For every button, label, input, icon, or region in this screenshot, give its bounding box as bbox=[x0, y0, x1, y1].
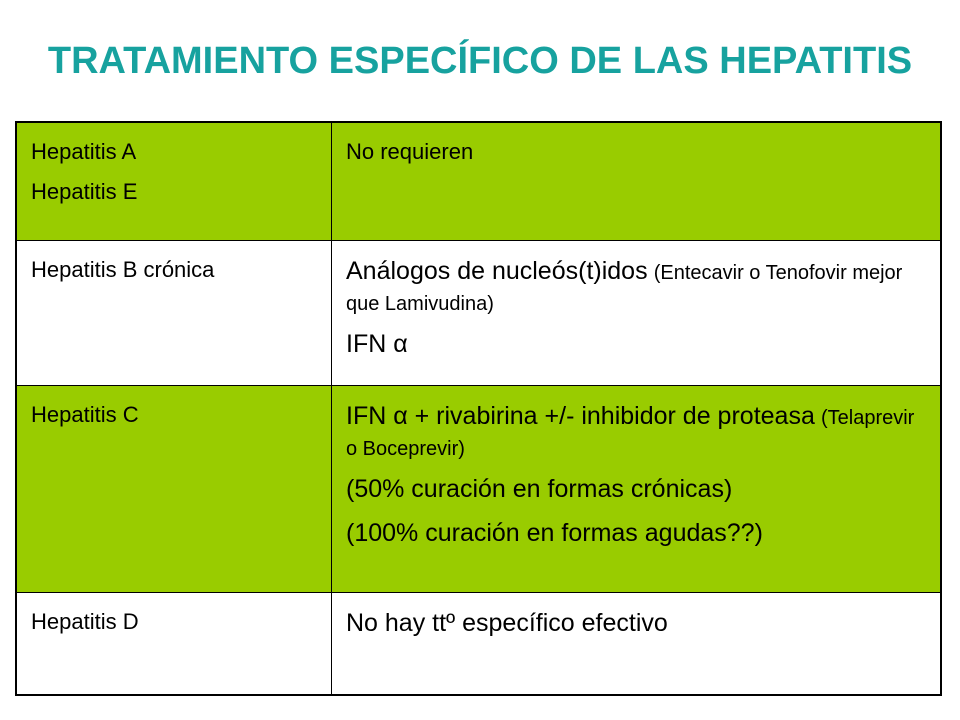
disease-label: Hepatitis C bbox=[31, 401, 139, 427]
treatment-text: No requieren bbox=[346, 139, 474, 164]
disease-cell bbox=[16, 592, 332, 695]
treatment-text: (50% curación en formas crónicas) bbox=[346, 475, 733, 504]
table-row-hepatitis-d bbox=[16, 592, 941, 695]
disease-label: Hepatitis A bbox=[31, 139, 137, 164]
treatment-text: (100% curación en formas agudas??) bbox=[346, 519, 763, 547]
disease-cell bbox=[16, 240, 332, 385]
disease-label: Hepatitis B crónica bbox=[31, 256, 215, 282]
treatment-note: (Entecavir o Tenofovir mejor que Lamivudina) bbox=[346, 261, 903, 316]
disease-cell bbox=[16, 122, 332, 240]
table-row-hepatitis-b bbox=[16, 240, 941, 385]
disease-cell bbox=[16, 385, 332, 592]
treatment-table bbox=[15, 121, 942, 696]
treatment-text: No hay ttº específico efectivo bbox=[346, 608, 668, 637]
table-row-hepatitis-a-e bbox=[16, 122, 941, 240]
treatment-text: IFN α bbox=[346, 330, 408, 359]
disease-label: Hepatitis D bbox=[31, 608, 139, 634]
slide-title: TRATAMIENTO ESPECÍFICO DE LAS HEPATITIS bbox=[47, 40, 913, 82]
treatment-cell bbox=[332, 385, 942, 592]
table-row-hepatitis-c bbox=[16, 385, 941, 592]
treatment-note: (Telaprevir o Boceprevir) bbox=[346, 406, 915, 461]
treatment-text: Análogos de nucleós(t)idos bbox=[346, 256, 648, 285]
treatment-cell bbox=[332, 240, 942, 385]
treatment-text: IFN α + rivabirina +/- inhibidor de proteasa bbox=[346, 401, 815, 430]
treatment-cell bbox=[332, 122, 942, 240]
treatment-cell bbox=[332, 592, 942, 695]
disease-label: Hepatitis E bbox=[31, 178, 138, 204]
